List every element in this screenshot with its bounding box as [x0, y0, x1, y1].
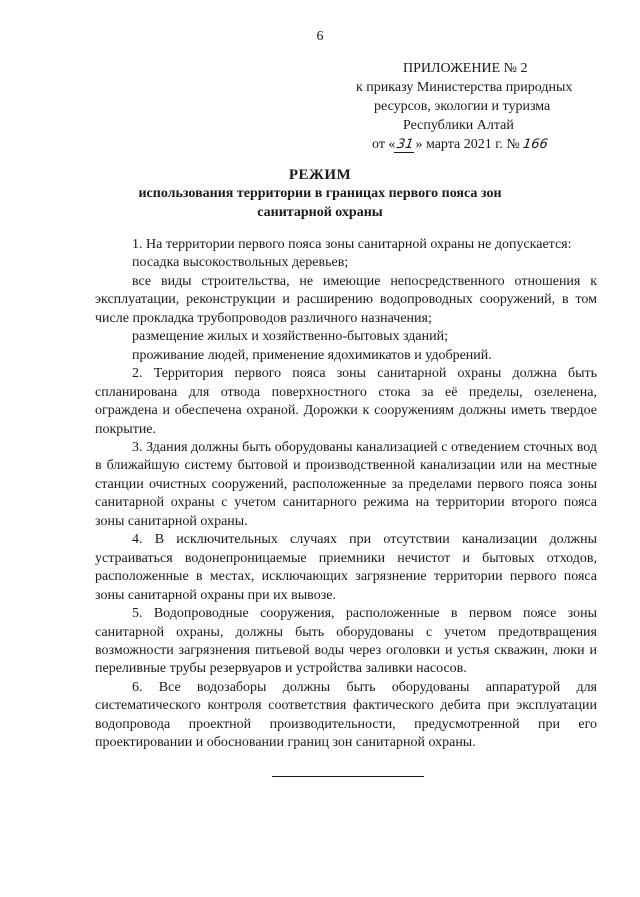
handwritten-order-number: 166: [522, 137, 550, 152]
document-subtitle: использования территории в границах первого пояса зон санитарной охраны: [138, 186, 502, 220]
paragraph-1-item-3: размещение жилых и хозяйственно-бытовых зданий;: [132, 329, 448, 345]
date-prefix: от «: [372, 137, 396, 152]
paragraph-3: 3. Здания должны быть оборудованы канализацией с отведением сточных вод в ближайшую систему бытовой и производственной канализации или на местные станции очистных сооружений, расположенные за пределами первого пояса зоны санитарной охраны с учетом санитарного режима на территории второго пояса зоны санитарной охраны.: [95, 439, 597, 529]
end-separator-line: [272, 776, 424, 777]
appendix-date-line: [356, 135, 596, 154]
page-number: 6: [316, 29, 324, 44]
document-body: [95, 236, 597, 753]
paragraph-2: 2. Территория первого пояса зоны санитарной охраны должна быть спланирована для отвода поверхностного стока за её пределы, озеленена, ограждена и обеспечена охраной. Дорожки к сооружениям должны иметь твердое покрытие.: [95, 366, 597, 437]
handwritten-day: 31: [396, 137, 415, 152]
paragraph-6: 6. Все водозаборы должны быть оборудованы аппаратурой для систематического контроля соответствия фактического дебита при эксплуатации водопровода проектной производительности, предусмотренной при его проектировании и обосновании границ зон санитарной охраны.: [95, 679, 597, 751]
paragraph-1-item-4: проживание людей, применение ядохимикатов и удобрений.: [132, 347, 492, 363]
paragraph-4: 4. В исключительных случаях при отсутствии канализации должны устраиваться водонепроницаемые приемники нечистот и бытовых отходов, расположенные в местах, исключающих загрязнение территории первого пояса зоны санитарной охраны при их вывозе.: [95, 532, 597, 603]
date-middle: » марта 2021 г. №: [415, 137, 524, 152]
appendix-order-ref: к приказу Министерства природных: [356, 80, 573, 95]
paragraph-1: 1. На территории первого пояса зоны санитарной охраны не допускается:: [132, 237, 572, 252]
appendix-ministry: ресурсов, экологии и туризма: [374, 99, 551, 114]
paragraph-5: 5. Водопроводные сооружения, расположенные в первом поясе зоны санитарной охраны, должны быть оборудованы с учетом предотвращения возможности загрязнения питьевой воды через оголовки и устья скважин, люки и переливные трубы резервуаров и устройства заливки насосов.: [95, 606, 597, 677]
appendix-header: [356, 59, 596, 154]
paragraph-1-item-2: все виды строительства, не имеющие непосредственного отношения к эксплуатации, реконструкции и расширению водопроводных сооружений, в том числе прокладка трубопроводов различного назначения;: [95, 273, 597, 326]
document-title: РЕЖИМ: [288, 167, 352, 183]
paragraph-1-item-1: посадка высокоствольных деревьев;: [132, 255, 349, 271]
appendix-title: ПРИЛОЖЕНИЕ № 2: [403, 61, 528, 76]
appendix-republic: Республики Алтай: [403, 118, 514, 133]
